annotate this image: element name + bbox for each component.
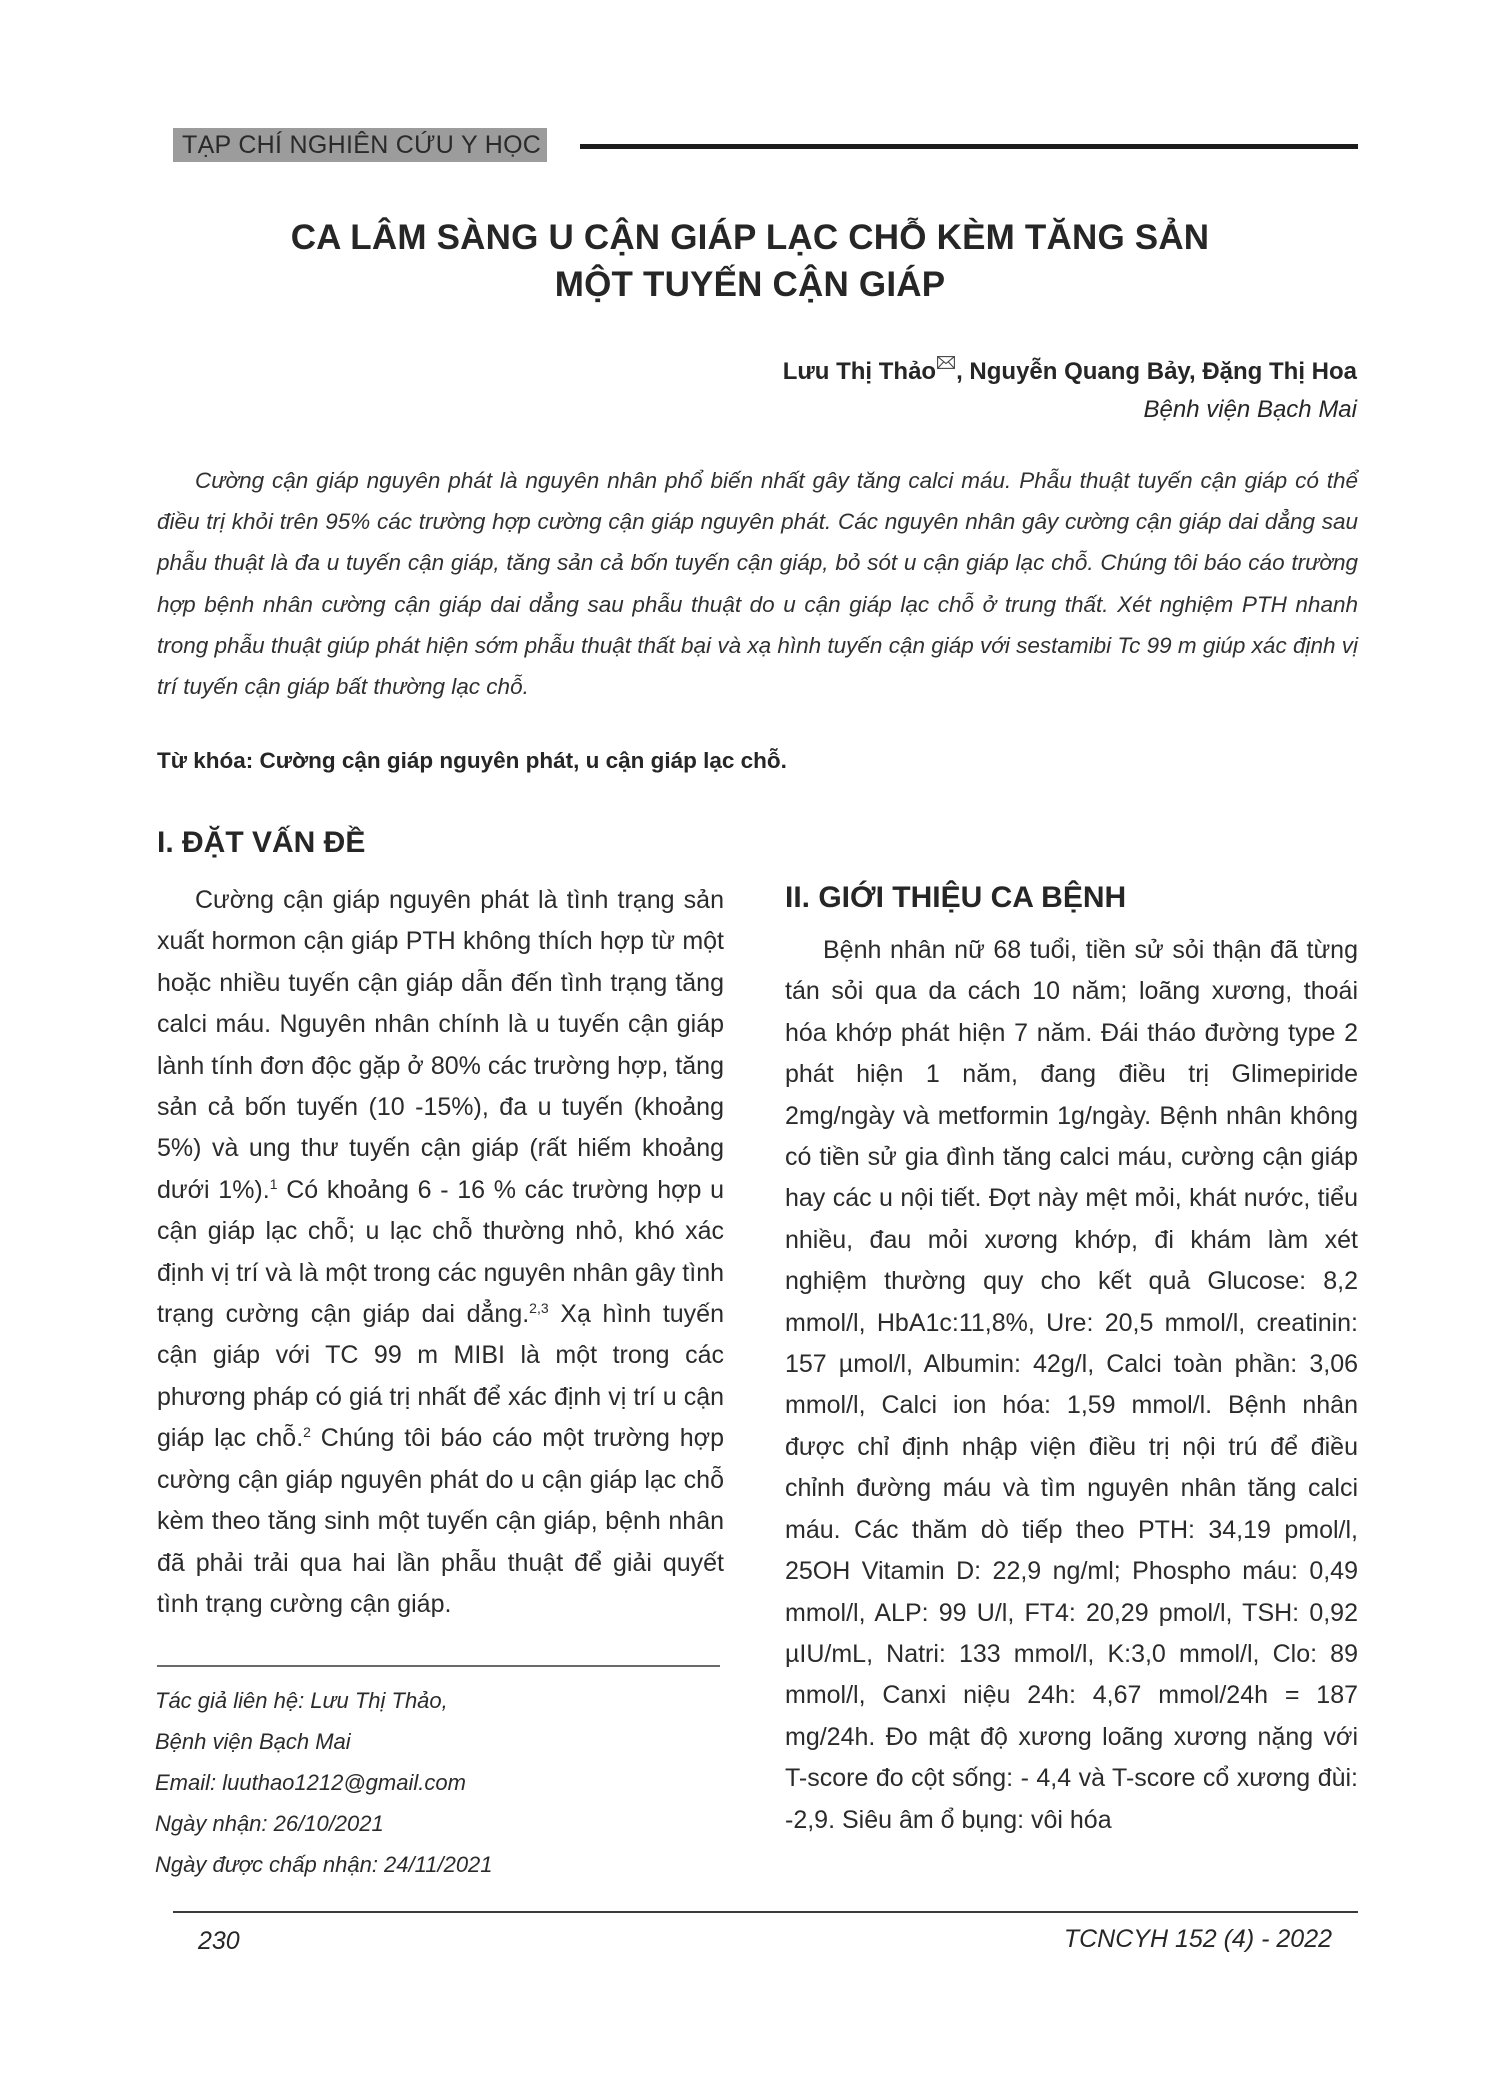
intro-text-a: Cường cận giáp nguyên phát là tình trạng sản xuất hormon cận giáp PTH không thích hợp từ một hoặc nhiều tuyến cận giáp dẫn đến tình trạng tăng calci máu. Nguyên nhân chính là u tuyến cận giáp lành tính đơn độc gặp ở 80% các trường hợp, tăng sản cả bốn tuyến (10 -15%), đa u tuyến (khoảng 5%) và ung thư tuyến cận giáp (rất hiếm khoảng dưới 1%). [157,886,724,1204]
contact-author: Tác giả liên hệ: Lưu Thị Thảo, [155,1688,448,1713]
date-accepted: Ngày được chấp nhận: 24/11/2021 [155,1852,493,1877]
keywords: Từ khóa: Cường cận giáp nguyên phát, u cận giáp lạc chỗ. [157,748,787,773]
affiliation: Bệnh viện Bạch Mai [1143,396,1357,423]
author-list [783,348,1357,386]
citation-1: 1 [269,1175,278,1192]
section-heading-introduction: I. ĐẶT VẤN ĐỀ [157,826,366,859]
contact-institution: Bệnh viện Bạch Mai [155,1729,351,1754]
intro-text-c: Xạ hình tuyến cận giáp với TC 99 m MIBI là một trong các phương pháp có giá trị nhất để xác định vị trí u cận giáp lạc chỗ. [157,1300,724,1453]
intro-text-d: Chúng tôi báo cáo một trường hợp cường cận giáp nguyên phát do u cận giáp lạc chỗ kèm theo tăng sinh một tuyến cận giáp, bệnh nhân đã phải trải qua hai lần phẫu thuật để giải quyết tình trạng cường cận giáp. [157,1424,724,1618]
footer-rule [173,1911,1358,1913]
citation-2-3: 2,3 [529,1300,549,1317]
correspondence-footnote [155,1680,720,1885]
citation-2: 2 [303,1424,311,1441]
header-rule [580,144,1358,149]
intro-text-b: Có khoảng 6 - 16 % các trường hợp u cận giáp lạc chỗ; u lạc chỗ thường nhỏ, khó xác định vị trí và là một trong các nguyên nhân gây tình trạng cường cận giáp dai dẳng. [157,1175,725,1329]
case-paragraph: Bệnh nhân nữ 68 tuổi, tiền sử sỏi thận đã từng tán sỏi qua da cách 10 năm; loãng xương, thoái hóa khớp phát hiện 7 năm. Đái tháo đường type 2 phát hiện 1 năm, đang điều trị Glimepiride 2mg/ngày và metformin 1g/ngày. Bệnh nhân không có tiền sử gia đình tăng calci máu, cường cận giáp hay các u nội tiết. Đợt này mệt mỏi, khát nước, tiểu nhiều, đau mỏi xương khớp, đi khám làm xét nghiệm thường quy cho kết quả Glucose: 8,2 mmol/l, HbA1c:11,8%, Ure: 20,5 mmol/l, creatinin: 157 µmol/l, Albumin: 42g/l, Calci toàn phần: 3,06 mmol/l, Calci ion hóa: 1,59 mmol/l. Bệnh nhân được chỉ định nhập viện điều trị nội trú để điều chỉnh đường máu và tìm nguyên nhân tăng calci máu. Các thăm dò tiếp theo PTH: 34,19 pmol/l, 25OH Vitamin D: 22,9 ng/ml; Phospho máu: 0,49 mmol/l, ALP: 99 U/l, FT4: 20,29 pmol/l, TSH: 0,92 µIU/mL, Natri: 133 mmol/l, K:3,0 mmol/l, Clo: 89 mmol/l, Canxi niệu 24h: 4,67 mmol/24h = 187 mg/24h. Đo mật độ xương loãng xương nặng với T-score đo cột sống: - 4,4 và T-score cổ xương đùi: -2,9. Siêu âm ổ bụng: vôi hóa [785,936,1358,1834]
footnote-divider [157,1665,720,1667]
author-first: Lưu Thị Thảo [782,358,937,385]
page-number: 230 [198,1927,240,1955]
title-line-1: CA LÂM SÀNG U CẬN GIÁP LẠC CHỖ KÈM TĂNG SẢN [290,218,1210,257]
envelope-icon [937,348,955,376]
section-heading-case: II. GIỚI THIỆU CA BỆNH [785,881,1127,914]
footer-journal-issue: TCNCYH 152 (4) - 2022 [1063,1925,1332,1953]
date-received: Ngày nhận: 26/10/2021 [155,1811,384,1836]
abstract: Cường cận giáp nguyên phát là nguyên nhân phổ biến nhất gây tăng calci máu. Phẫu thuật tuyến cận giáp có thể điều trị khỏi trên 95% các trường hợp cường cận giáp nguyên phát. Các nguyên nhân gây cường cận giáp dai dẳng sau phẫu thuật là đa u tuyến cận giáp, tăng sản cả bốn tuyến cận giáp, bỏ sót u cận giáp lạc chỗ. Chúng tôi báo cáo trường hợp bệnh nhân cường cận giáp dai dẳng sau phẫu thuật do u cận giáp lạc chỗ ở trung thất. Xét nghiệm PTH nhanh trong phẫu thuật giúp phát hiện sớm phẫu thuật thất bại và xạ hình tuyến cận giáp với sestamibi Tc 99 m giúp xác định vị trí tuyến cận giáp bất thường lạc chỗ. [157,468,1358,700]
journal-name: TẠP CHÍ NGHIÊN CỨU Y HỌC [173,128,547,162]
authors-rest: , Nguyễn Quang Bảy, Đặng Thị Hoa [956,358,1357,385]
introduction-paragraph [157,880,724,1625]
article-title [200,214,1300,308]
contact-email: Email: luuthao1212@gmail.com [155,1770,466,1795]
title-line-2: MỘT TUYẾN CẬN GIÁP [554,265,946,304]
